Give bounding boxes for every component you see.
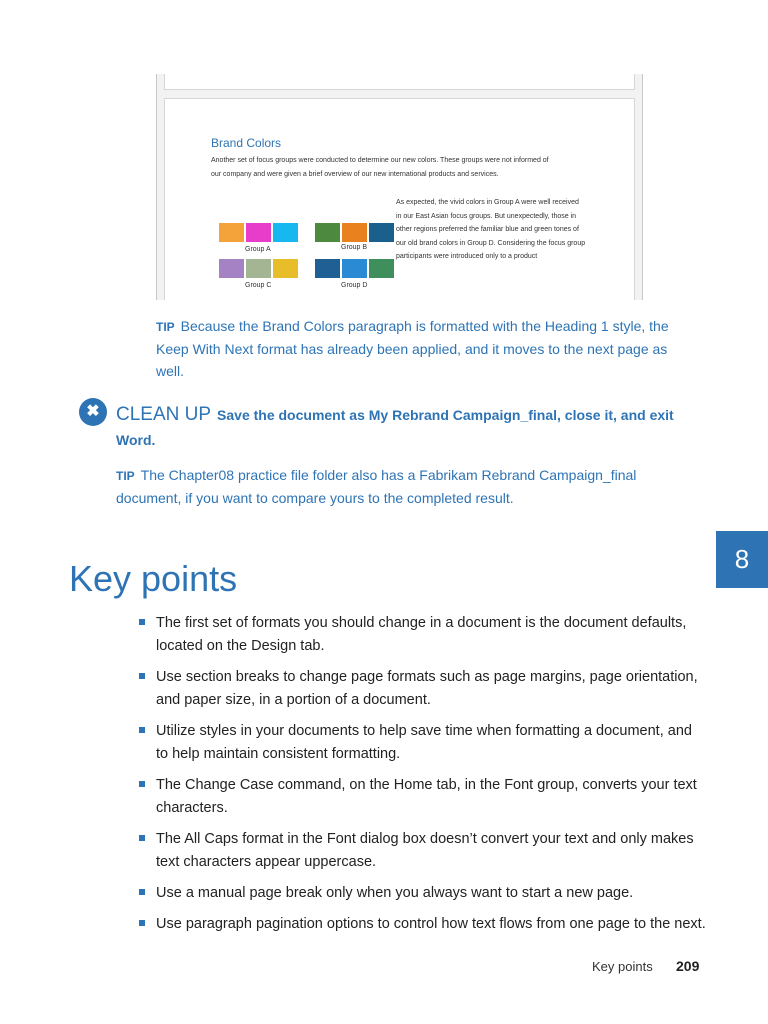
swatch (273, 259, 298, 278)
swatch (219, 259, 244, 278)
brand-colors-paragraph: Another set of focus groups were conducted to determine our new colors. These groups were not informed of our company and were given a brief overview of our new international products and services. (211, 157, 549, 178)
list-item (138, 666, 708, 712)
group-c-swatches (219, 259, 300, 278)
chapter-tab: 8 (716, 531, 768, 588)
key-points-list (138, 612, 708, 944)
page-number: 209 (676, 958, 700, 974)
bullet-icon (139, 781, 145, 787)
list-item-text: Use section breaks to change page formats such as page margins, page orientation, and paper size, in a portion of a document. (156, 669, 698, 708)
tip-text: The Chapter08 practice file folder also has a Fabrikam Rebrand Campaign_final document, if you want to compare yours to the completed result. (116, 467, 637, 506)
close-x-icon: ✖ (79, 398, 107, 426)
brand-colors-side-text: As expected, the vivid colors in Group A were well received in our East Asian focus groups. But unexpectedly, those in other regions preferred the familiar blue and green tones of our old brand colors in Group D. Considering the focus group participants were introduced only to a product (396, 199, 586, 260)
previous-page-edge (164, 74, 635, 90)
swatch (315, 259, 340, 278)
bullet-icon (139, 835, 145, 841)
swatch (342, 259, 367, 278)
swatch (342, 223, 367, 242)
list-item (138, 828, 708, 874)
list-item-text: Utilize styles in your documents to help save time when formatting a document, and to help maintain consistent formatting. (156, 723, 692, 762)
brand-colors-heading: Brand Colors (211, 136, 282, 150)
bullet-icon (139, 920, 145, 926)
tip-text: Because the Brand Colors paragraph is formatted with the Heading 1 style, the Keep With Next format has already been applied, and it moves to the next page as well. (156, 318, 669, 379)
list-item-text: The All Caps format in the Font dialog box doesn’t convert your text and only makes text characters appear uppercase. (156, 831, 694, 870)
swatch (369, 223, 394, 242)
list-item (138, 612, 708, 658)
group-c-label: Group C (245, 282, 272, 289)
list-item (138, 882, 708, 905)
list-item-text: The Change Case command, on the Home tab, in the Font group, converts your text characters. (156, 777, 697, 816)
group-d-swatches (315, 259, 396, 278)
embedded-screenshot (156, 74, 643, 300)
tip-practice-file (116, 464, 676, 509)
list-item-text: Use a manual page break only when you always want to start a new page. (156, 885, 634, 901)
swatch (246, 223, 271, 242)
bullet-icon (139, 889, 145, 895)
tip-keep-with-next (156, 315, 696, 382)
group-b-swatches (315, 223, 396, 242)
list-item (138, 720, 708, 766)
group-a-label: Group A (245, 246, 271, 253)
tip-label: TIP (116, 469, 135, 483)
list-item (138, 913, 708, 936)
swatch (369, 259, 394, 278)
bullet-icon (139, 727, 145, 733)
footer-section-label: Key points (592, 959, 653, 974)
cleanup-instruction (116, 403, 676, 453)
swatch (315, 223, 340, 242)
list-item (138, 774, 708, 820)
list-item-text: Use paragraph pagination options to control how text flows from one page to the next. (156, 916, 706, 932)
list-item-text: The first set of formats you should change in a document is the document defaults, located on the Design tab. (156, 615, 687, 654)
cleanup-text: Save the document as My Rebrand Campaign_final, close it, and exit Word. (116, 407, 674, 448)
swatch (246, 259, 271, 278)
group-d-label: Group D (341, 282, 368, 289)
bullet-icon (139, 619, 145, 625)
bullet-icon (139, 673, 145, 679)
group-b-label: Group B (341, 244, 368, 251)
group-a-swatches (219, 223, 300, 242)
swatch (273, 223, 298, 242)
key-points-heading: Key points (69, 558, 238, 599)
cleanup-heading: CLEAN UP (116, 404, 212, 425)
tip-label: TIP (156, 320, 175, 334)
swatch (219, 223, 244, 242)
